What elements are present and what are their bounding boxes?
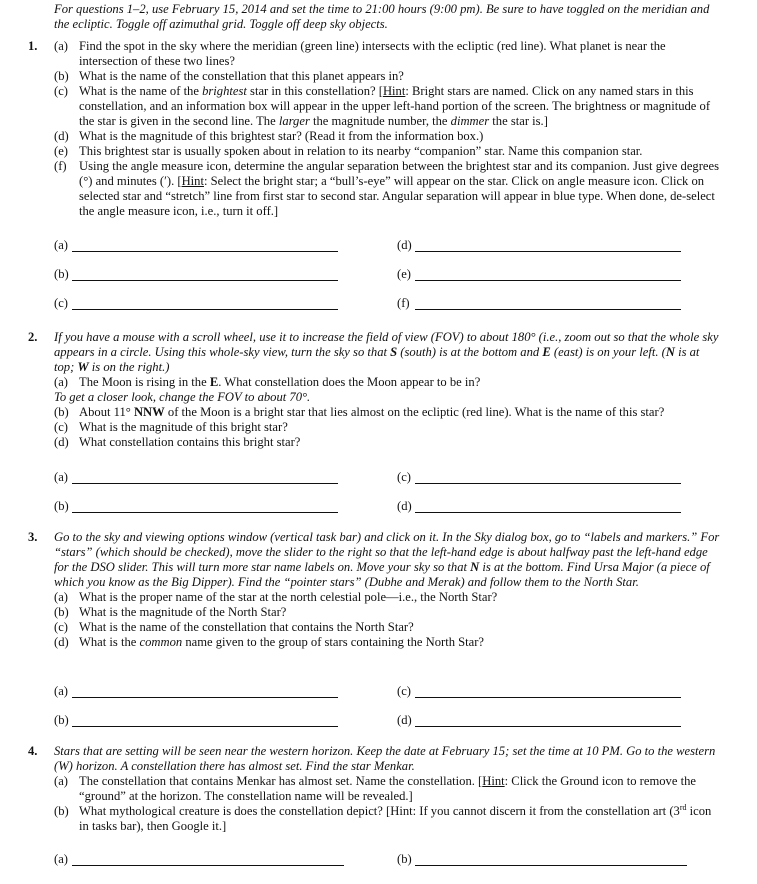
- q2-instructions: [54, 330, 722, 375]
- answer-line[interactable]: [72, 309, 338, 310]
- q3-part-a: [54, 590, 722, 605]
- part-text: : Select the bright star; a “bull’s-eye” will appear on the star. Click on angle measure icon. Click on selected star and “stretch” line from first star to second star. Angular separation will appear in blue type. When done, de-select the angle measure icon, i.e., turn it off.]: [79, 174, 715, 218]
- question-2: [28, 330, 722, 450]
- answer-line[interactable]: [415, 512, 681, 513]
- part-label: (e): [54, 144, 68, 158]
- part-text: . What constellation does the Moon appear to be in?: [218, 375, 481, 389]
- part-label: (b): [54, 405, 69, 419]
- part-text: What constellation contains this bright star?: [79, 435, 301, 449]
- q1-part-a: [54, 39, 722, 69]
- instruction-text: (south) is at the bottom and: [397, 345, 543, 359]
- q3-part-b: [54, 605, 722, 620]
- answer-line[interactable]: [415, 726, 681, 727]
- q3-instructions: [54, 530, 722, 590]
- direction-w: W: [77, 360, 89, 374]
- part-label: (a): [54, 590, 68, 604]
- part-label: (d): [54, 635, 69, 649]
- q2-part-d: [54, 435, 722, 450]
- answer-label: (c): [54, 296, 68, 310]
- answer-label: (a): [54, 684, 68, 698]
- answer-label: (a): [54, 852, 68, 866]
- answer-label: (f): [397, 296, 410, 310]
- answer-label: (d): [397, 713, 412, 727]
- part-text: icon in tasks bar), then Google it.]: [79, 804, 712, 833]
- instruction-text: is at top;: [54, 345, 700, 374]
- instruction-text: (east) is on your left. (: [550, 345, 666, 359]
- part-text: : Bright stars are named. Click on any named stars in this constellation, and an information box will appear in the upper left-hand portion of the screen. The brightness or magnitude of the star is given in the second line. The: [79, 84, 711, 128]
- answer-line[interactable]: [72, 280, 338, 281]
- answer-line[interactable]: [72, 865, 344, 866]
- q1-part-f: [54, 159, 722, 219]
- question-number: 3.: [28, 530, 38, 544]
- q3-part-d: [54, 635, 722, 650]
- answer-label: (e): [397, 267, 411, 281]
- answer-label: (d): [397, 499, 412, 513]
- answer-line[interactable]: [415, 251, 681, 252]
- answer-label: (b): [54, 499, 69, 513]
- instruction-text: is at the bottom. Find Ursa Major (a piece of which you know as the Big Dipper). Find the “pointer stars” (Dubhe and Merak) and follow them to the North Star.: [54, 560, 710, 589]
- q4-part-b: [54, 804, 722, 834]
- part-label: (b): [54, 605, 69, 619]
- q4-instructions: Stars that are setting will be seen near the western horizon. Keep the date at February 15; set the time at 10 PM. Go to the western (W) horizon. A constellation there has almost set. Find the star Menkar.: [54, 744, 716, 773]
- part-text: What is the name of the constellation that this planet appears in?: [79, 69, 404, 83]
- part-text: of the Moon is a bright star that lies almost on the ecliptic (red line). What is the name of this star?: [164, 405, 665, 419]
- direction-e: E: [209, 375, 219, 389]
- part-text: Using the angle measure icon, determine the angular separation between the brightest star and its companion. Just give degrees (°) and minutes (′). [: [79, 159, 719, 188]
- q1-part-d: [54, 129, 722, 144]
- question-3: [28, 530, 722, 650]
- part-text: What is the proper name of the star at the north celestial pole—i.e., the North Star?: [79, 590, 498, 604]
- part-label: (d): [54, 435, 69, 449]
- part-text: What is the: [79, 635, 140, 649]
- part-label: (c): [54, 420, 68, 434]
- answer-line[interactable]: [415, 865, 687, 866]
- part-text: This brightest star is usually spoken about in relation to its nearby “companion” star. Name this companion star.: [79, 144, 643, 158]
- hint-label: Hint: [482, 774, 505, 788]
- answer-label: (a): [54, 470, 68, 484]
- superscript-text: rd: [679, 802, 687, 812]
- answer-line[interactable]: [415, 309, 681, 310]
- question-1: [28, 39, 722, 219]
- answer-label: (b): [54, 267, 69, 281]
- hint-label: Hint: [181, 174, 204, 188]
- q2-note: To get a closer look, change the FOV to about 70°.: [54, 390, 311, 404]
- part-text: What is the magnitude of this brightest star? (Read it from the information box.): [79, 129, 484, 143]
- direction-n: N: [665, 345, 675, 359]
- part-text: About 11°: [79, 405, 134, 419]
- part-text: What is the name of the constellation that contains the North Star?: [79, 620, 414, 634]
- intro-instructions: [54, 2, 722, 32]
- part-text: the star is.]: [489, 114, 548, 128]
- answer-line[interactable]: [72, 726, 338, 727]
- part-text: What is the name of the: [79, 84, 203, 98]
- question-4: [28, 744, 722, 834]
- part-label: (c): [54, 84, 68, 98]
- q2-part-b: [54, 405, 722, 420]
- direction-nnw: NNW: [133, 405, 165, 419]
- part-text: What is the magnitude of this bright star?: [79, 420, 288, 434]
- part-label: (a): [54, 375, 68, 389]
- answer-label: (c): [397, 470, 411, 484]
- hint-label: Hint: [382, 84, 406, 98]
- question-number: 2.: [28, 330, 38, 344]
- part-text: What is the magnitude of the North Star?: [79, 605, 287, 619]
- q4-part-a: [54, 774, 722, 804]
- part-text: the magnitude number, the: [309, 114, 451, 128]
- part-text: The Moon is rising in the: [79, 375, 210, 389]
- direction-n: N: [470, 560, 480, 574]
- answer-line[interactable]: [72, 251, 338, 252]
- q3-part-c: [54, 620, 722, 635]
- answer-label: (c): [397, 684, 411, 698]
- part-label: (a): [54, 774, 68, 788]
- direction-s: S: [390, 345, 398, 359]
- emphasis-text: common: [139, 635, 183, 649]
- q1-part-c: [54, 84, 722, 129]
- part-label: (d): [54, 129, 69, 143]
- part-label: (c): [54, 620, 68, 634]
- part-text: The constellation that contains Menkar has almost set. Name the constellation. [: [79, 774, 483, 788]
- q1-part-e: [54, 144, 722, 159]
- emphasis-text: brightest: [202, 84, 247, 98]
- answer-label: (d): [397, 238, 412, 252]
- answer-line[interactable]: [415, 280, 681, 281]
- answer-line[interactable]: [415, 483, 681, 484]
- question-number: 1.: [28, 39, 38, 53]
- answer-line[interactable]: [72, 483, 338, 484]
- answer-line[interactable]: [415, 697, 681, 698]
- question-number: 4.: [28, 744, 38, 758]
- instruction-text: is on the right.): [88, 360, 170, 374]
- q2-part-a: [54, 375, 722, 390]
- emphasis-text: dimmer: [450, 114, 490, 128]
- part-text: : Click the Ground icon to remove the “ground” at the horizon. The constellation name will be revealed.]: [79, 774, 696, 803]
- q2-part-c: [54, 420, 722, 435]
- answer-line[interactable]: [72, 697, 338, 698]
- instruction-text: If you have a mouse with a scroll wheel, use it to increase the field of view (FOV) to about 180° (i.e., zoom out so that the whole sky appears in a circle. Using this whole-sky view, turn the sky so that: [54, 330, 719, 359]
- part-text: What mythological creature is does the constellation depict? [Hint: If you cannot discern it from the constellation art (3: [79, 804, 680, 818]
- answer-label: (b): [54, 713, 69, 727]
- part-text: star in this constellation? [: [246, 84, 383, 98]
- part-text: name given to the group of stars containing the North Star?: [182, 635, 485, 649]
- instruction-text: Go to the sky and viewing options window (vertical task bar) and click on it. In the Sky dialog box, go to “labels and markers.” For “stars” (which should be checked), move the slider to the right so that the left-hand edge is about halfway past the left-hand edge for the DSO slider. This will turn more star name labels on. Move your sky so that: [54, 530, 720, 574]
- direction-e: E: [542, 345, 551, 359]
- answer-label: (a): [54, 238, 68, 252]
- part-text: Find the spot in the sky where the meridian (green line) intersects with the ecliptic (red line). What planet is near the intersection of these two lines?: [79, 39, 666, 68]
- answer-label: (b): [397, 852, 412, 866]
- part-label: (b): [54, 69, 69, 83]
- answer-line[interactable]: [72, 512, 338, 513]
- part-label: (a): [54, 39, 68, 53]
- part-label: (f): [54, 159, 67, 173]
- emphasis-text: larger: [278, 114, 310, 128]
- part-label: (b): [54, 804, 69, 818]
- q1-part-b: [54, 69, 722, 84]
- intro-text: For questions 1–2, use February 15, 2014 and set the time to 21:00 hours (9:00 pm). Be sure to have toggled on the meridian and the ecliptic. Toggle off azimuthal grid. Toggle off deep sky objects.: [54, 2, 710, 31]
